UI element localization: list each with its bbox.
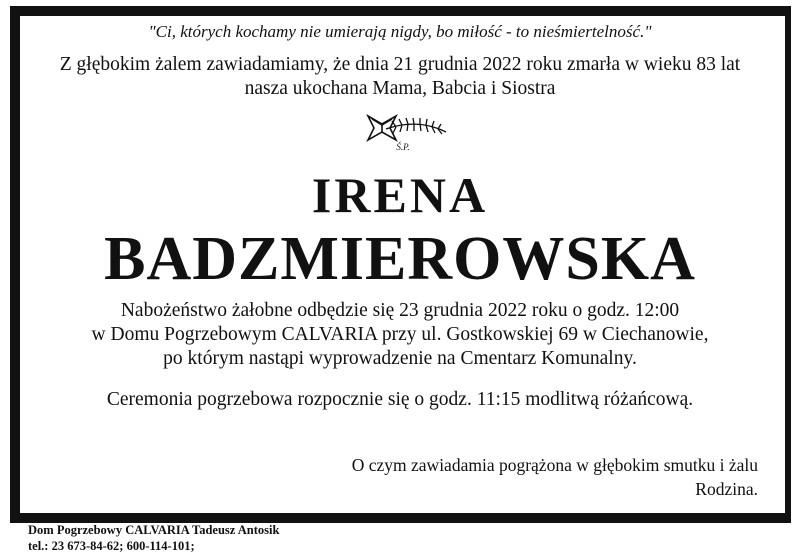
service-line-3: po którym nastąpi wyprowadzenie na Cmentarz Komunalny.: [163, 348, 637, 369]
deceased-given-name: IRENA: [311, 167, 489, 223]
emblem-label: Ś.P.: [396, 142, 410, 152]
service-line-1: Nabożeństwo żałobne odbędzie się 23 grudnia 2022 roku o godz. 12:00: [120, 300, 680, 321]
cross-with-palm-branch-icon: [356, 110, 451, 152]
service-line-2: w Domu Pogrzebowym CALVARIA przy ul. Gostkowskiej 69 w Ciechanowie,: [91, 324, 709, 345]
death-announcement-line-2: nasza ukochana Mama, Babcia i Siostra: [244, 78, 556, 99]
closing-signature: Rodzina.: [695, 479, 758, 499]
funeral-home-phone: tel.: 23 673-84-62; 600-114-101;: [28, 539, 195, 553]
closing-line-1: O czym zawiadamia pogrążona w głębokim smutku i żalu: [351, 455, 758, 475]
death-announcement-line-1: Z głębokim żalem zawiadamiamy, że dnia 21 grudnia 2022 roku zmarła w wieku 83 lat: [59, 54, 741, 75]
deceased-surname: BADZMIEROWSKA: [104, 225, 696, 293]
memorial-quote: "Ci, których kochamy nie umierają nigdy, bo miłość - to nieśmiertelność.": [148, 22, 652, 41]
funeral-home-name: Dom Pogrzebowy CALVARIA Tadeusz Antosik: [28, 523, 280, 537]
ceremony-line: Ceremonia pogrzebowa rozpocznie się o godz. 11:15 modlitwą różańcową.: [106, 389, 694, 410]
obituary-notice: [26, 18, 774, 505]
